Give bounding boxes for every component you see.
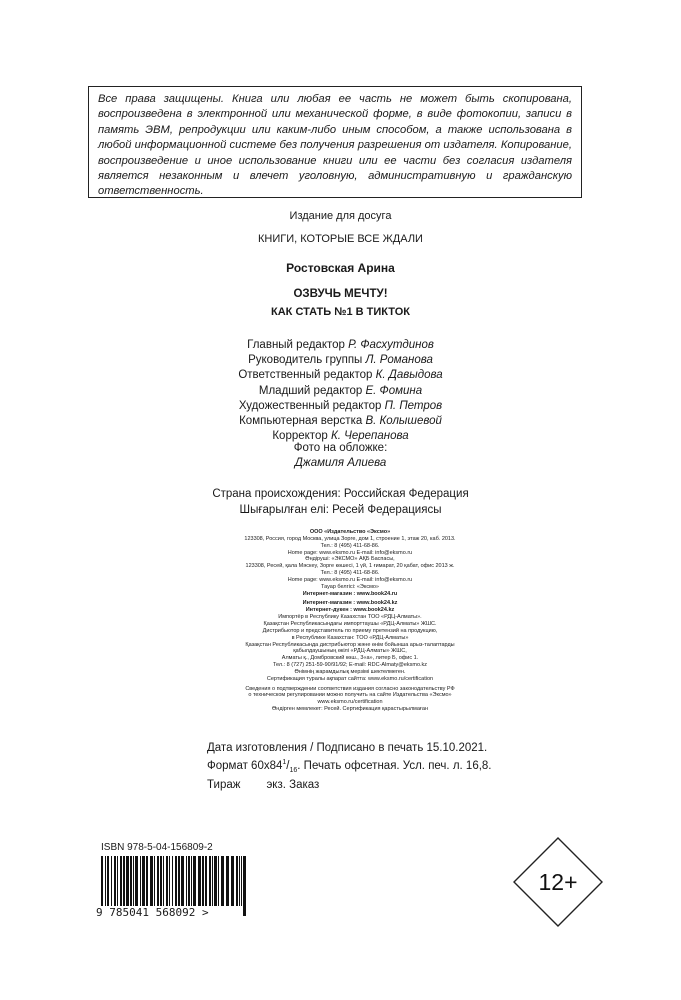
barcode-bar [191,856,192,906]
barcode-bar [163,856,164,906]
barcode-bar [166,856,168,906]
publisher-importer: Импортёр в Республику Казахстан ТОО «РДЦ-Алматы». [278,614,422,621]
barcode-bar [107,856,109,906]
barcode-bar [120,856,122,906]
publisher-shop-ru: Интернет-магазин : www.book24.ru [302,590,398,597]
publisher-kz-maker: Өндіруші: «ЭКСМО» АҚБ Баспасы, [305,556,395,563]
credit-line: Художественный редактор П. Петров [238,399,443,412]
barcode-bar [205,856,207,906]
publisher-importer-kz: Қазақстан Республикасындағы импорттаушы «РДЦ-Алматы» ЖШС. [263,620,437,627]
barcode-bar [212,856,213,906]
publisher-kz-address: 123308, Ресей, қала Мәскеу, Зорге көшесі, 1 үй, 1 ғимарат, 20 қабат, офис 2013 ж. [245,563,455,570]
barcode-bar [214,856,217,906]
print-date: Дата изготовления / Подписано в печать 15.10.2021. [207,742,488,754]
barcode-bar [241,856,242,906]
publisher-kz-city: Алматы қ., Домбровский көш., 3«а», литер Б, офис 1. [281,655,419,662]
credit-line: Корректор К. Черепанова [272,430,409,443]
credit-line: Компьютерная верстка В. Колышевой [239,415,442,428]
barcode-bar [239,856,240,906]
publisher-trademark: Тауар белгісі: «Эксмо» [320,583,379,590]
edition-type: Издание для досуга [289,210,392,222]
publisher-info [200,529,500,713]
barcode-bar [130,856,132,906]
publisher-web: Home page: www.eksmo.ru E-mail: info@eksmo.ru [287,549,413,556]
print-run: Тираж экз. Заказ [207,779,320,792]
barcode-bar [133,856,134,906]
publisher-shop-kz-dukan: Интернет-дүкен : www.book24.kz [305,607,395,614]
barcode-bar [221,856,224,906]
barcode-bar [140,856,141,906]
book-title: ОЗВУЧЬ МЕЧТУ! [293,288,388,300]
credits-block [0,338,681,444]
barcode-bar [114,856,116,906]
barcode-bar [160,856,162,906]
publisher-distributor-kz: Қазақстан Республикасында дистрибьютор және өнім бойынша арыз-талаптарды [245,641,455,648]
barcode-bar [178,856,180,906]
rights-notice-text: Все права защищены. Книга или любая ее часть не может быть скопирована, воспроизведена в электронной или механической форме, в виде фотокопии, записи в память ЭВМ, репродукции или каким-либо иным способом, а также использована в любой информационной системе без получения разрешения от издателя. Копирование, воспроизведение и иное использование книги или ее части без согласия издателя является незаконным и влечет уголовную, административную и гражданскую ответственность. [98,93,572,198]
barcode-bar [123,856,125,906]
photo-name: Джамиля Алиева [294,457,387,469]
credit-line: Главный редактор Р. Фасхутдинов [247,339,434,351]
credit-line: Руководитель группы Л. Романова [248,354,433,367]
age-rating-badge [512,836,604,928]
publisher-address: 123308, Россия, город Москва, улица Зорге, дом 1, строение 1, этаж 20, каб. 2013. [244,535,456,542]
barcode-bar [146,856,148,906]
publisher-shop-kz: Интернет-магазин : www.book24.kz [302,600,398,607]
barcode-bar [188,856,190,906]
country-origin [0,486,681,518]
publisher-name: ООО «Издательство «Эксмо» [309,529,391,535]
barcode-bar [218,856,219,906]
barcode-digits: 9 785041 568092 > [96,906,209,919]
barcode-bar [117,856,118,906]
book-subtitle: КАК СТАТЬ №1 В ТИКТОК [271,306,410,318]
publisher-distributor-2: в Республике Казахстан: ТОО «РДЦ-Алматы» [291,634,409,641]
print-format: Формат $60x84^1/_{16}$. Печать офсетная. Усл. печ. л. 16,8. [207,758,492,774]
publisher-kz-contacts: Тел.: 8 (727) 251-59-90/91/92; E-mail: RDC-Almaty@eksmo.kz [272,662,428,669]
publisher-made-in: Өндірген мемлекет: Ресей. Сертификация қарастырылмаған [272,706,428,713]
barcode-bar [135,856,138,906]
credit-line: Младший редактор Е. Фомина [258,384,423,397]
publisher-tel: Тел.: 8 (495) 411-68-86. [320,542,380,549]
origin-kz: Шығарылған елі: Ресей Федерациясы [239,504,442,516]
publisher-validity: Өнімнің жарамдылық мерзімі шектелмеген. [294,668,406,675]
barcode-bar [236,856,238,906]
publisher-cert-ru-2: о техническом регулировании можно получить на сайте Издательства «Эксмо» [248,692,452,699]
barcode-bar [198,856,201,906]
barcode-bar [169,856,170,906]
photo-label: Фото на обложке: [293,442,388,454]
barcode-bar [157,856,159,906]
barcode-bar [154,856,155,906]
isbn-number: ISBN 978-5-04-156809-2 [101,842,213,853]
series-name: КНИГИ, КОТОРЫЕ ВСЕ ЖДАЛИ [258,233,423,245]
publisher-cert-kz: Сертификация туралы ақпарат сайтта: www.eksmo.ru/certification [266,675,434,682]
barcode-bar [193,856,196,906]
publisher-cert-url: www.eksmo.ru/certification [317,699,383,706]
barcode-bar [231,856,234,906]
barcode-bar [105,856,106,906]
publisher-cert-ru: Сведения о подтверждении соответствия издания согласно законодательству РФ [245,685,455,692]
barcode-bar [209,856,211,906]
author-name: Ростовская Арина [286,261,395,275]
barcode-bar [150,856,153,906]
barcode-bar [142,856,145,906]
rights-notice-box [88,86,582,198]
publisher-distributor: Дистрибьютор и представитель по приему претензий на продукцию, [262,627,438,634]
barcode-bar [202,856,204,906]
credit-line: Ответственный редактор К. Давыдова [238,369,443,382]
age-rating-text: 12+ [538,869,578,895]
cover-photo-credit [0,441,681,471]
barcode-bar [186,856,187,906]
print-details [207,741,492,793]
barcode-bar [111,856,112,906]
publisher-kz-tel: Тел.: 8 (495) 411-68-86. [320,570,380,577]
barcode-bar [243,856,246,916]
publisher-distributor-kz-2: қабылдаушының өкілі «РДЦ-Алматы» ЖШС, [293,648,407,655]
origin-ru: Страна происхождения: Российская Федерация [212,488,469,500]
publisher-kz-web: Home page: www.eksmo.ru E-mail: info@eksmo.ru [287,576,413,583]
barcode-bar [126,856,129,906]
barcode-bar [181,856,184,906]
barcode-bar [226,856,229,906]
